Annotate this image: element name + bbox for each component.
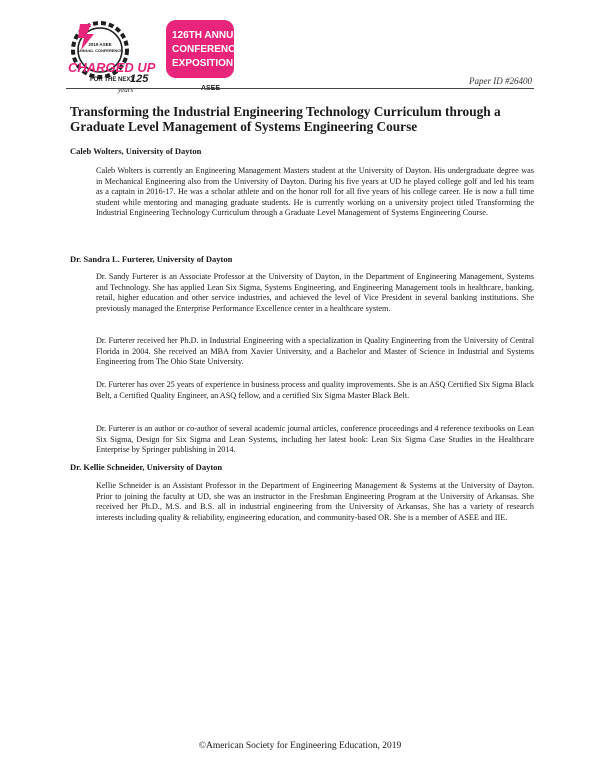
- logo-for-the-next: FOR THE NEXT: [90, 77, 135, 83]
- author-bio-paragraph: Caleb Wolters is currently an Engineering Management Masters student at the University of Dayton. His undergraduate degree was in Mechanical Engineering also from the University of Dayton. During his five years at UD he played college golf and led his team as a captain in 2016-17. He was a scholar athlete and on the honor roll for all five years of his college career. He is now a full time student while mentoring and managing graduate students. He is currently working on a university project titled Transforming the Industrial Engineering Technology Curriculum through a Graduate Level Management of Systems Engineering Course.: [96, 166, 534, 218]
- header-divider: [66, 88, 534, 89]
- conference-line-1: 126TH ANNUAL: [172, 30, 247, 41]
- author-bio-paragraph: Dr. Sandy Furterer is an Associate Professor at the University of Dayton, in the Department of Engineering Management, Systems and Technology. She has applied Lean Six Sigma, Systems Engineering, and Engineering Management tools in healthcare, banking, retail, higher education and other service industries, and achieved the level of Vice President in several banking institutions. She previously managed the Enterprise Performance Excellence center in a healthcare system.: [96, 272, 534, 313]
- conference-line-3: EXPOSITION: [172, 58, 234, 69]
- conference-logo: [60, 16, 253, 98]
- author-bio-paragraph: Dr. Furterer has over 25 years of experience in business process and quality improvements. She is an ASQ Certified Six Sigma Black Belt, a Certified Quality Engineer, an ASQ fellow, and a certified Six Sigma Master Black Belt.: [96, 380, 534, 400]
- author-name: Caleb Wolters, University of Dayton: [70, 146, 202, 156]
- logo-charged-up: CHARGED UP: [68, 60, 156, 75]
- asee-wordmark: ASEE: [200, 85, 220, 92]
- conference-line-2: CONFERENCE &: [172, 44, 253, 55]
- author-bio-paragraph: Dr. Furterer received her Ph.D. in Industrial Engineering with a specialization in Quality Engineering from the University of Central Florida in 2004. She received an MBA from Xavier University, and a Bachelor and Master of Science in Industrial and Systems Engineering from The Ohio State University.: [96, 336, 534, 367]
- paper-title: Transforming the Industrial Engineering Technology Curriculum through a Graduate Level Management of Systems Engineering Course: [70, 104, 501, 134]
- author-name: Dr. Kellie Schneider, University of Dayton: [70, 462, 223, 472]
- logo-badge-line-2: ANNUAL CONFERENCE: [77, 48, 123, 53]
- copyright-footer: ©American Society for Engineering Education, 2019: [198, 741, 402, 751]
- logo-badge-line-1: 2019 ASEE: [88, 42, 112, 47]
- author-name: Dr. Sandra L. Furterer, University of Dayton: [70, 254, 233, 264]
- author-bio-paragraph: Dr. Furterer is an author or co-author of several academic journal articles, conference proceedings and 4 reference textbooks on Lean Six Sigma, Design for Six Sigma and Lean Systems, including her latest book: Lean Six Sigma Case Studies in the Healthcare Enterprise by Springer publishing in 2014.: [96, 424, 534, 455]
- paper-id: Paper ID #26400: [469, 76, 532, 86]
- logo-125: 125: [130, 73, 149, 85]
- author-bio-paragraph: Kellie Schneider is an Assistant Professor in the Department of Engineering Management & Systems at the University of Dayton. Prior to joining the faculty at UD, she was an instructor in the Freshman Engineering Program at the University of Arkansas. She received her Ph.D., M.S. and B.S. all in industrial engineering from the University of Arkansas. She has a variety of research interests including quality & reliability, engineering education, and community-based OR. She is a member of ASEE and IIE.: [96, 481, 534, 522]
- logo-years: years: [118, 86, 134, 94]
